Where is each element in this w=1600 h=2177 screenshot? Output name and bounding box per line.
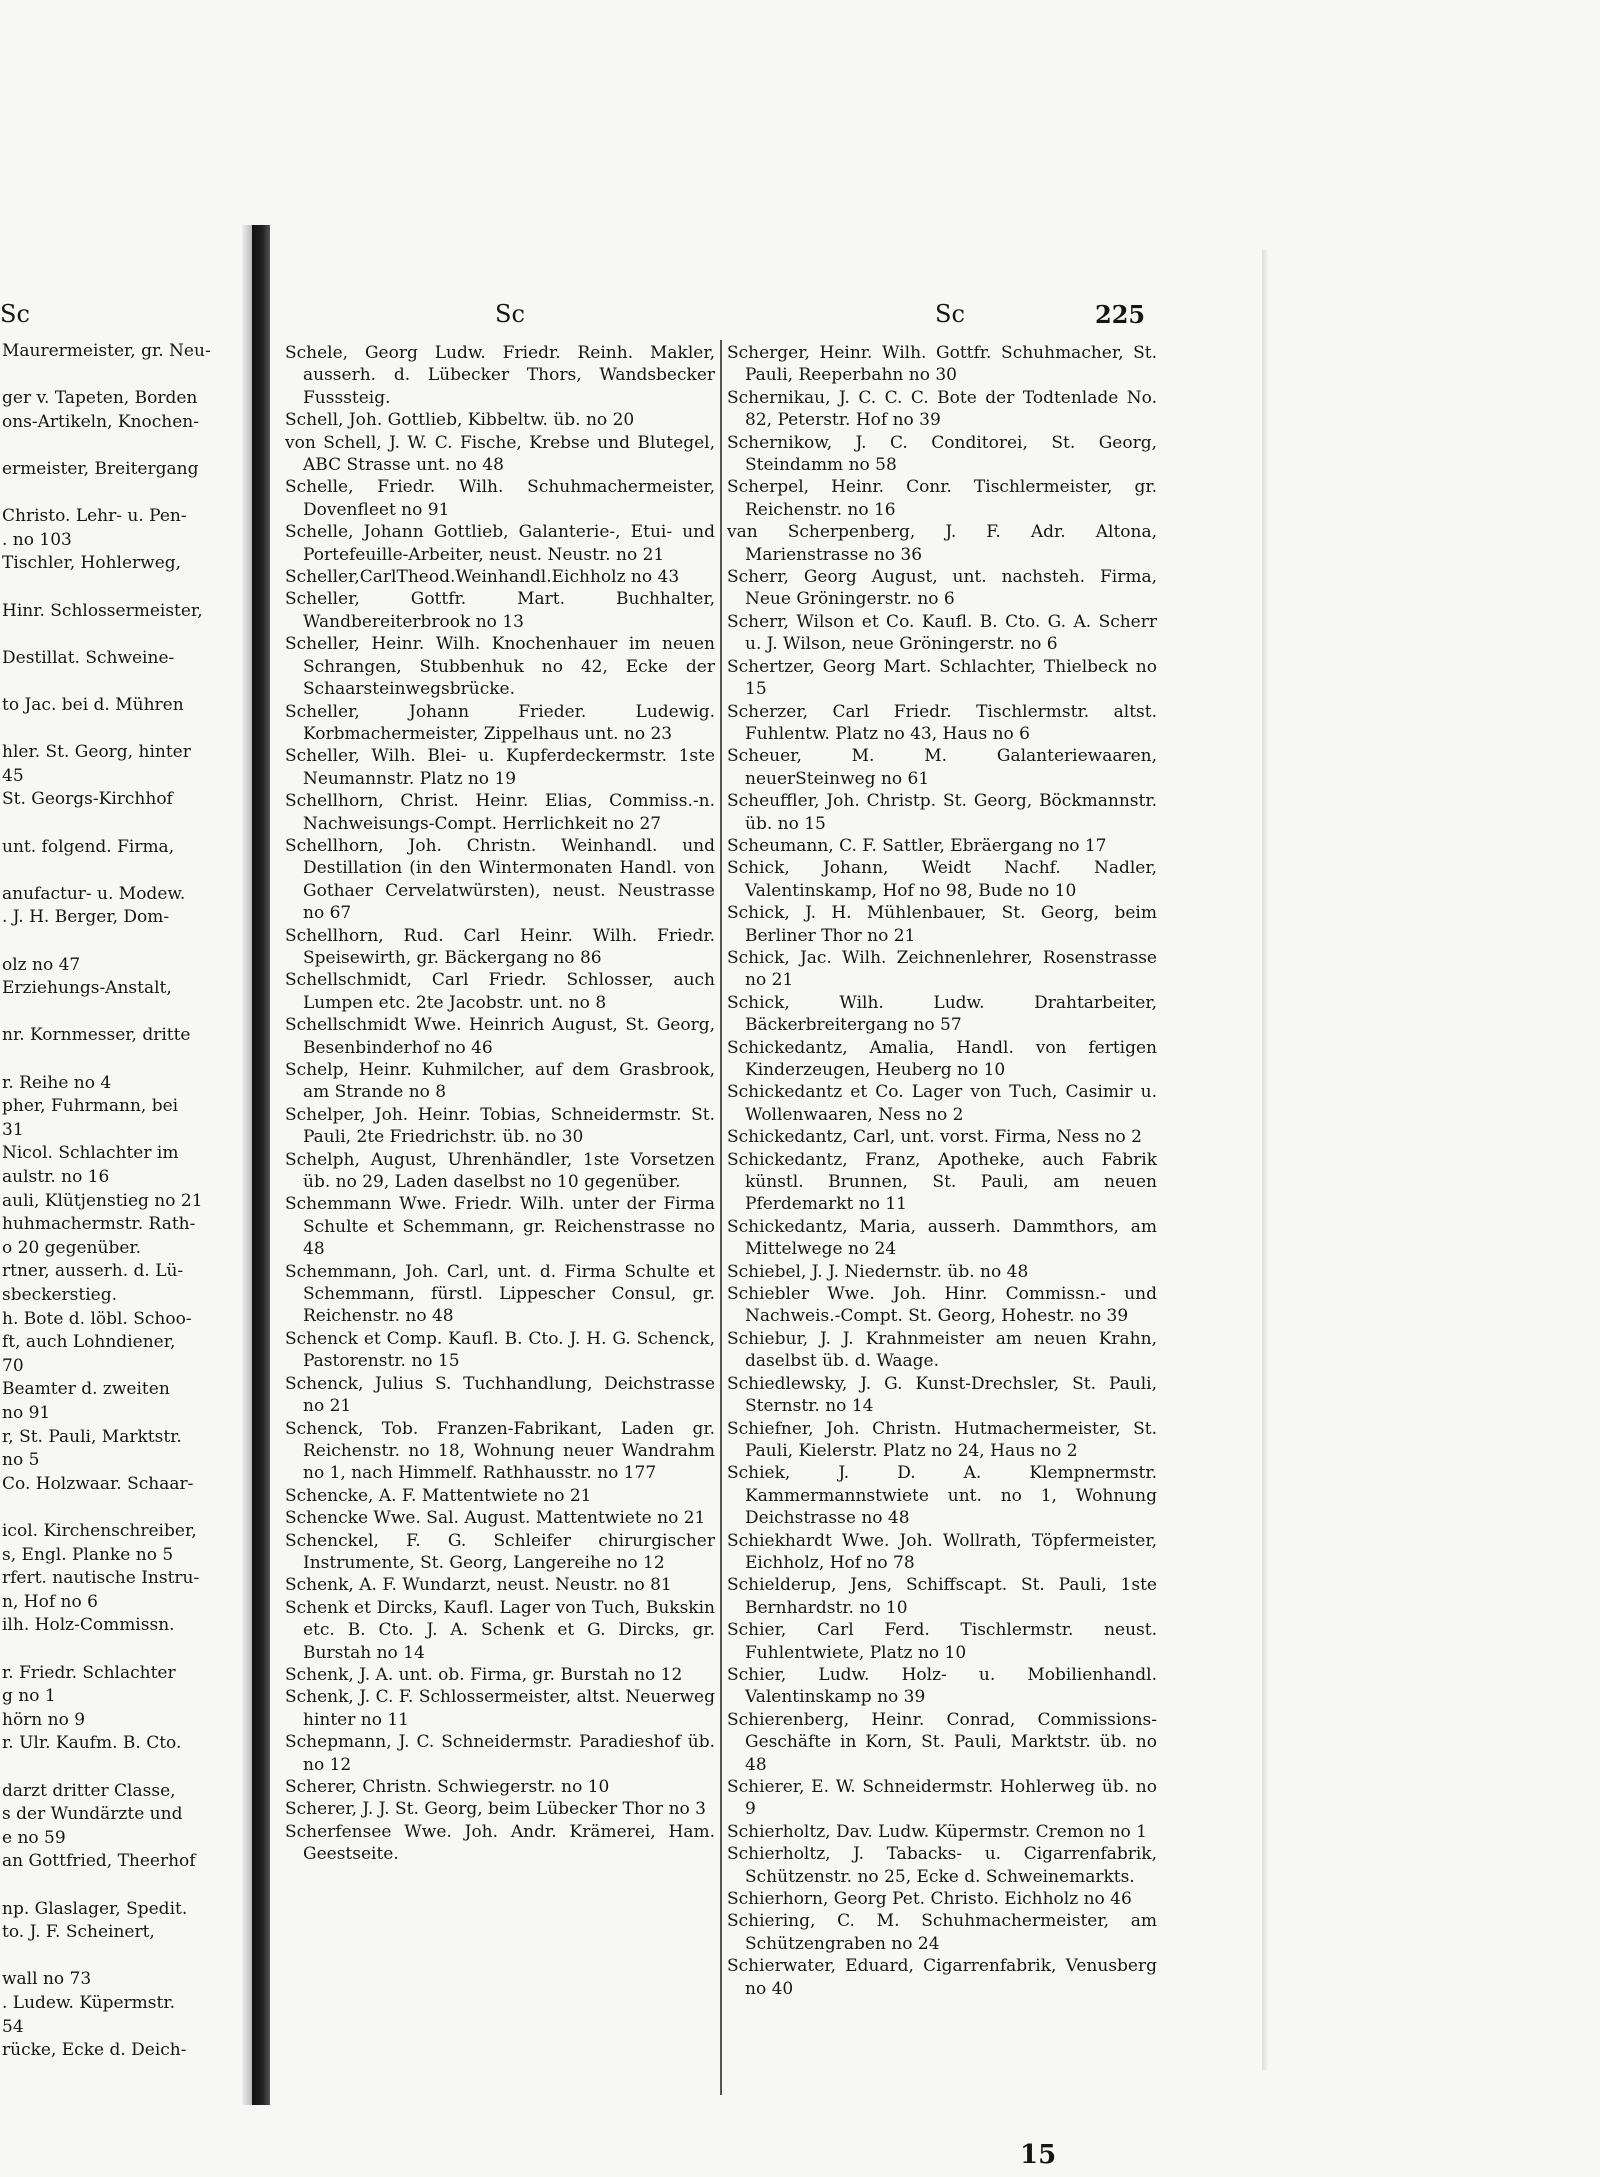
directory-entry: Schenk, J. C. F. Schlossermeister, altst. Neuerweg hinter no 11 (285, 1687, 715, 1730)
left-page-line: icol. Kirchenschreiber, (2, 1521, 197, 1541)
directory-entry: Schemmann, Joh. Carl, unt. d. Firma Schulte et Schemmann, fürstl. Lippescher Consul, gr. Reichenstr. no 48 (285, 1261, 715, 1327)
directory-entry: Schickedantz, Franz, Apotheke, auch Fabrik künstl. Brunnen, St. Pauli, am neuen Pferdemarkt no 11 (727, 1149, 1157, 1215)
left-page-line: aulstr. no 16 (2, 1167, 110, 1187)
left-page-line: olz no 47 (2, 954, 81, 975)
directory-entry: Schenck, Julius S. Tuchhandlung, Deichstrasse no 21 (285, 1373, 715, 1417)
left-page-line: n, Hof no 6 (2, 1591, 98, 1612)
directory-entry: Schemmann Wwe. Friedr. Wilh. unter der Firma Schulte et Schemmann, gr. Reichenstrasse no 48 (285, 1194, 715, 1260)
running-header-right: Sc (935, 300, 965, 328)
directory-entry: Schelp, Heinr. Kuhmilcher, auf dem Grasbrook, am Strande no 8 (285, 1060, 715, 1103)
directory-entry: Schelle, Johann Gottlieb, Galanterie-, Etui- und Portefeuille-Arbeiter, neust. Neustr. no 21 (285, 522, 715, 565)
directory-entry: Schenck, Tob. Franzen-Fabrikant, Laden gr. Reichenstr. no 18, Wohnung neuer Wandrahm no 1, nach Himmelf. Rathhausstr. no 177 (285, 1418, 715, 1484)
left-page-line: rfert. nautische Instru- (2, 1568, 200, 1589)
left-page-line: g no 1 (2, 1686, 56, 1707)
left-page-line: ft, auch Lohndiener, (2, 1332, 176, 1353)
left-page-line: St. Georgs-Kirchhof (2, 789, 173, 810)
directory-entry: Scherfensee Wwe. Joh. Andr. Krämerei, Ham. Geestseite. (285, 1821, 715, 1865)
directory-entry: Scheuer, M. M. Galanteriewaaren, neuerSteinweg no 61 (727, 746, 1157, 789)
left-page-line: 70 (2, 1355, 24, 1376)
left-page-line: Nicol. Schlachter im (2, 1143, 179, 1164)
directory-entry: Schiering, C. M. Schuhmachermeister, am Schützengraben no 24 (727, 1911, 1157, 1954)
left-page-line: 54 (2, 2016, 24, 2037)
directory-entry: Schick, Jac. Wilh. Zeichnenlehrer, Rosenstrasse no 21 (727, 947, 1157, 991)
directory-entry: Schenk, J. A. unt. ob. Firma, gr. Burstah no 12 (285, 1664, 683, 1685)
directory-entry: Schiebur, J. J. Krahnmeister am neuen Krahn, daselbst üb. d. Waage. (727, 1328, 1157, 1372)
directory-entry: Schellhorn, Joh. Christn. Weinhandl. und Destillation (in den Wintermonaten Handl. von Gothaer Cervelatwürsten), neust. Neustrasse no 67 (285, 835, 715, 924)
directory-entry: Schernikow, J. C. Conditorei, St. Georg, Steindamm no 58 (727, 432, 1157, 476)
left-page-line: Co. Holzwaar. Schaar- (2, 1473, 194, 1494)
column-divider (720, 340, 722, 2095)
directory-entry: Schenk et Dircks, Kaufl. Lager von Tuch, Bukskin etc. B. Cto. J. A. Schenk et G. Dircks, gr. Burstah no 14 (285, 1597, 715, 1663)
left-page-line: auli, Klütjenstieg no 21 (2, 1190, 203, 1211)
right-page-edge (1262, 250, 1268, 2070)
directory-entry: Schiedlewsky, J. G. Kunst-Drechsler, St. Pauli, Sternstr. no 14 (727, 1373, 1157, 1417)
left-page-fragment (0, 300, 228, 2070)
directory-entry: Schier, Ludw. Holz- u. Mobilienhandl. Valentinskamp no 39 (727, 1664, 1157, 1708)
directory-entry: Schelle, Friedr. Wilh. Schuhmachermeister, Dovenfleet no 91 (285, 477, 715, 520)
left-page-line: . Ludew. Küpermstr. (2, 1993, 176, 2013)
page-number: 225 (1095, 300, 1146, 329)
directory-entry: Schernikau, J. C. C. C. Bote der Todtenlade No. 82, Peterstr. Hof no 39 (727, 387, 1157, 431)
directory-entry: Schick, Johann, Weidt Nachf. Nadler, Valentinskamp, Hof no 98, Bude no 10 (727, 858, 1157, 901)
directory-entry: Scherpel, Heinr. Conr. Tischlermeister, gr. Reichenstr. no 16 (727, 477, 1157, 520)
running-header-left: Sc (495, 300, 525, 328)
directory-entry: Schickedantz, Maria, ausserh. Dammthors, am Mittelwege no 24 (727, 1216, 1157, 1260)
left-page-line: ermeister, Breitergang (2, 459, 199, 479)
directory-entry: Scheuffler, Joh. Christp. St. Georg, Böckmannstr. üb. no 15 (727, 791, 1157, 834)
left-page-line: ilh. Holz-Commissn. (2, 1615, 175, 1636)
directory-entry: Scherzer, Carl Friedr. Tischlermstr. altst. Fuhlentw. Platz no 43, Haus no 6 (727, 701, 1157, 744)
directory-entry: Schencke Wwe. Sal. August. Mattentwiete no 21 (285, 1508, 706, 1529)
directory-entry: Scherer, Christn. Schwiegerstr. no 10 (285, 1777, 610, 1797)
directory-entry: Schertzer, Georg Mart. Schlachter, Thielbeck no 15 (727, 656, 1157, 700)
directory-entry: Scheller, Gottfr. Mart. Buchhalter, Wandbereiterbrook no 13 (285, 589, 715, 632)
directory-entry: Schierwater, Eduard, Cigarrenfabrik, Venusberg no 40 (727, 1956, 1157, 1999)
left-page-line: darzt dritter Classe, (2, 1780, 176, 1801)
directory-entry: Schiefner, Joh. Christn. Hutmachermeister, St. Pauli, Kielerstr. Platz no 24, Haus no 2 (727, 1418, 1157, 1461)
directory-entry: Schierholtz, J. Tabacks- u. Cigarrenfabrik, Schützenstr. no 25, Ecke d. Schweinemarkts. (727, 1844, 1157, 1887)
left-page-line: no 5 (2, 1450, 40, 1471)
left-page-line: no 91 (2, 1403, 51, 1423)
left-page-header: Sc (0, 300, 30, 328)
directory-entry: Schenck et Comp. Kaufl. B. Cto. J. H. G. Schenck, Pastorenstr. no 15 (285, 1328, 715, 1372)
left-page-line: anufactur- u. Modew. (2, 883, 186, 904)
left-page-line: . no 103 (2, 529, 72, 550)
directory-entry: Scheller, Johann Frieder. Ludewig. Korbmachermeister, Zippelhaus unt. no 23 (285, 701, 715, 744)
left-page-line: Erziehungs-Anstalt, (2, 978, 172, 999)
directory-entry: Scherr, Wilson et Co. Kaufl. B. Cto. G. A. Scherr u. J. Wilson, neue Gröningerstr. no 6 (727, 611, 1157, 655)
left-page-line: . J. H. Berger, Dom- (2, 907, 170, 928)
directory-entry: Schencke, A. F. Mattentwiete no 21 (285, 1485, 592, 1506)
directory-entry: Scherr, Georg August, unt. nachsteh. Firma, Neue Gröningerstr. no 6 (727, 567, 1157, 610)
directory-entry: Schierholtz, Dav. Ludw. Küpermstr. Cremon no 1 (727, 1821, 1147, 1842)
directory-entry: Schepmann, J. C. Schneidermstr. Paradieshof üb. no 12 (285, 1732, 715, 1775)
left-page-line: s der Wundärzte und (2, 1804, 183, 1825)
directory-entry: Schick, Wilh. Ludw. Drahtarbeiter, Bäckerbreitergang no 57 (727, 992, 1157, 1036)
left-page-line: h. Bote d. löbl. Schoo- (2, 1308, 192, 1329)
directory-entry: Scherer, J. J. St. Georg, beim Lübecker Thor no 3 (285, 1799, 706, 1820)
directory-column-left (285, 342, 715, 1866)
directory-entry: Schiekhardt Wwe. Joh. Wollrath, Töpfermeister, Eichholz, Hof no 78 (727, 1530, 1157, 1573)
left-page-line: Christo. Lehr- u. Pen- (2, 506, 187, 527)
directory-entry: Schierenberg, Heinr. Conrad, Commissions-Geschäfte in Korn, St. Pauli, Marktstr. üb. no 48 (727, 1709, 1157, 1775)
left-page-line: Tischler, Hohlerweg, (2, 553, 182, 574)
left-page-line: r, St. Pauli, Marktstr. (2, 1426, 182, 1447)
left-page-line: to Jac. bei d. Mühren (2, 695, 184, 715)
directory-entry: Schierhorn, Georg Pet. Christo. Eichholz no 46 (727, 1889, 1132, 1910)
signature-mark: 15 (1020, 2140, 1057, 2170)
directory-entry: Schenckel, F. G. Schleifer chirurgischer Instrumente, St. Georg, Langereihe no 12 (285, 1530, 715, 1573)
left-page-line: r. Reihe no 4 (2, 1072, 112, 1093)
left-page-line: Maurermeister, gr. Neu- (2, 341, 211, 361)
directory-entry: Schellhorn, Rud. Carl Heinr. Wilh. Friedr. Speisewirth, gr. Bäckergang no 86 (285, 925, 715, 968)
left-page-line: s, Engl. Planke no 5 (2, 1544, 174, 1565)
left-page-line: 45 (2, 765, 24, 786)
left-page-line: o 20 gegenüber. (2, 1237, 142, 1258)
left-page-line: r. Ulr. Kaufm. B. Cto. (2, 1733, 182, 1754)
directory-column-right (727, 342, 1157, 2000)
left-page-line: huhmachermstr. Rath- (2, 1214, 196, 1235)
directory-entry: Schiebel, J. J. Niedernstr. üb. no 48 (727, 1261, 1029, 1282)
directory-entry: Schierer, E. W. Schneidermstr. Hohlerweg üb. no 9 (727, 1777, 1157, 1820)
directory-entry: Schelper, Joh. Heinr. Tobias, Schneidermstr. St. Pauli, 2te Friedrichstr. üb. no 30 (285, 1104, 715, 1148)
directory-entry: Schenk, A. F. Wundarzt, neust. Neustr. no 81 (285, 1575, 672, 1596)
directory-entry: Schickedantz et Co. Lager von Tuch, Casimir u. Wollenwaaren, Ness no 2 (727, 1082, 1157, 1125)
left-page-line: hler. St. Georg, hinter (2, 742, 191, 763)
directory-entry: Schellschmidt Wwe. Heinrich August, St. Georg, Besenbinderhof no 46 (285, 1015, 715, 1058)
left-page-line: Destillat. Schweine- (2, 647, 175, 668)
left-page-line: Hinr. Schlossermeister, (2, 600, 203, 621)
directory-entry: Schiebler Wwe. Joh. Hinr. Commissn.- und Nachweis.-Compt. St. Georg, Hohestr. no 39 (727, 1284, 1157, 1327)
left-page-line: 31 (2, 1119, 24, 1140)
left-page-line: hörn no 9 (2, 1709, 86, 1730)
left-page-line: Beamter d. zweiten (2, 1379, 170, 1400)
directory-entry: Schelph, August, Uhrenhändler, 1ste Vorsetzen üb. no 29, Laden daselbst no 10 gegenüber. (285, 1149, 715, 1193)
directory-entry: Schell, Joh. Gottlieb, Kibbeltw. üb. no 20 (285, 410, 635, 431)
directory-entry: Schellschmidt, Carl Friedr. Schlosser, auch Lumpen etc. 2te Jacobstr. unt. no 8 (285, 970, 715, 1013)
directory-entry: Scherger, Heinr. Wilh. Gottfr. Schuhmacher, St. Pauli, Reeperbahn no 30 (727, 343, 1157, 386)
directory-entry: von Schell, J. W. C. Fische, Krebse und Blutegel, ABC Strasse unt. no 48 (285, 432, 715, 476)
left-page-edge (242, 225, 252, 2105)
directory-entry: Schier, Carl Ferd. Tischlermstr. neust. Fuhlentwiete, Platz no 10 (727, 1620, 1157, 1663)
directory-entry: Schele, Georg Ludw. Friedr. Reinh. Makler, ausserh. d. Lübecker Thors, Wandsbecker Fusssteig. (285, 343, 715, 408)
left-page-line: ger v. Tapeten, Borden (2, 388, 198, 409)
directory-entry: Schickedantz, Amalia, Handl. von fertigen Kinderzeugen, Heuberg no 10 (727, 1037, 1157, 1080)
directory-entry: Scheller,CarlTheod.Weinhandl.Eichholz no 43 (285, 567, 680, 588)
left-page-line: unt. folgend. Firma, (2, 836, 175, 857)
directory-entry: van Scherpenberg, J. F. Adr. Altona, Marienstrasse no 36 (727, 522, 1157, 565)
left-page-line: e no 59 (2, 1827, 66, 1848)
directory-entry: Schiek, J. D. A. Klempnermstr. Kammermannstwiete unt. no 1, Wohnung Deichstrasse no 48 (727, 1463, 1157, 1529)
directory-entry: Schellhorn, Christ. Heinr. Elias, Commiss.-n. Nachweisungs-Compt. Herrlichkeit no 27 (285, 791, 715, 834)
book-gutter (252, 225, 270, 2105)
left-page-line: to. J. F. Scheinert, (2, 1922, 155, 1943)
directory-entry: Scheller, Heinr. Wilh. Knochenhauer im neuen Schrangen, Stubbenhuk no 42, Ecke der Schaarsteinwegsbrücke. (285, 634, 715, 700)
directory-entry: Schielderup, Jens, Schiffscapt. St. Pauli, 1ste Bernhardstr. no 10 (727, 1575, 1157, 1618)
left-page-line: an Gottfried, Theerhof (2, 1851, 196, 1872)
left-page-line: wall no 73 (2, 1969, 92, 1990)
left-page-line: ons-Artikeln, Knochen- (2, 411, 199, 432)
left-page-line: rücke, Ecke d. Deich- (2, 2040, 187, 2061)
left-page-line: pher, Fuhrmann, bei (2, 1096, 179, 1117)
left-page-line: sbeckerstieg. (2, 1285, 118, 1305)
left-page-line: r. Friedr. Schlachter (2, 1662, 176, 1683)
left-page-line: rtner, ausserh. d. Lü- (2, 1261, 184, 1282)
left-page-line: nr. Kornmesser, dritte (2, 1025, 191, 1046)
directory-entry: Scheller, Wilh. Blei- u. Kupferdeckermstr. 1ste Neumannstr. Platz no 19 (285, 746, 715, 789)
directory-entry: Scheumann, C. F. Sattler, Ebräergang no 17 (727, 835, 1107, 856)
directory-entry: Schickedantz, Carl, unt. vorst. Firma, Ness no 2 (727, 1127, 1142, 1148)
left-page-line: np. Glaslager, Spedit. (2, 1898, 188, 1919)
directory-entry: Schick, J. H. Mühlenbauer, St. Georg, beim Berliner Thor no 21 (727, 903, 1157, 946)
